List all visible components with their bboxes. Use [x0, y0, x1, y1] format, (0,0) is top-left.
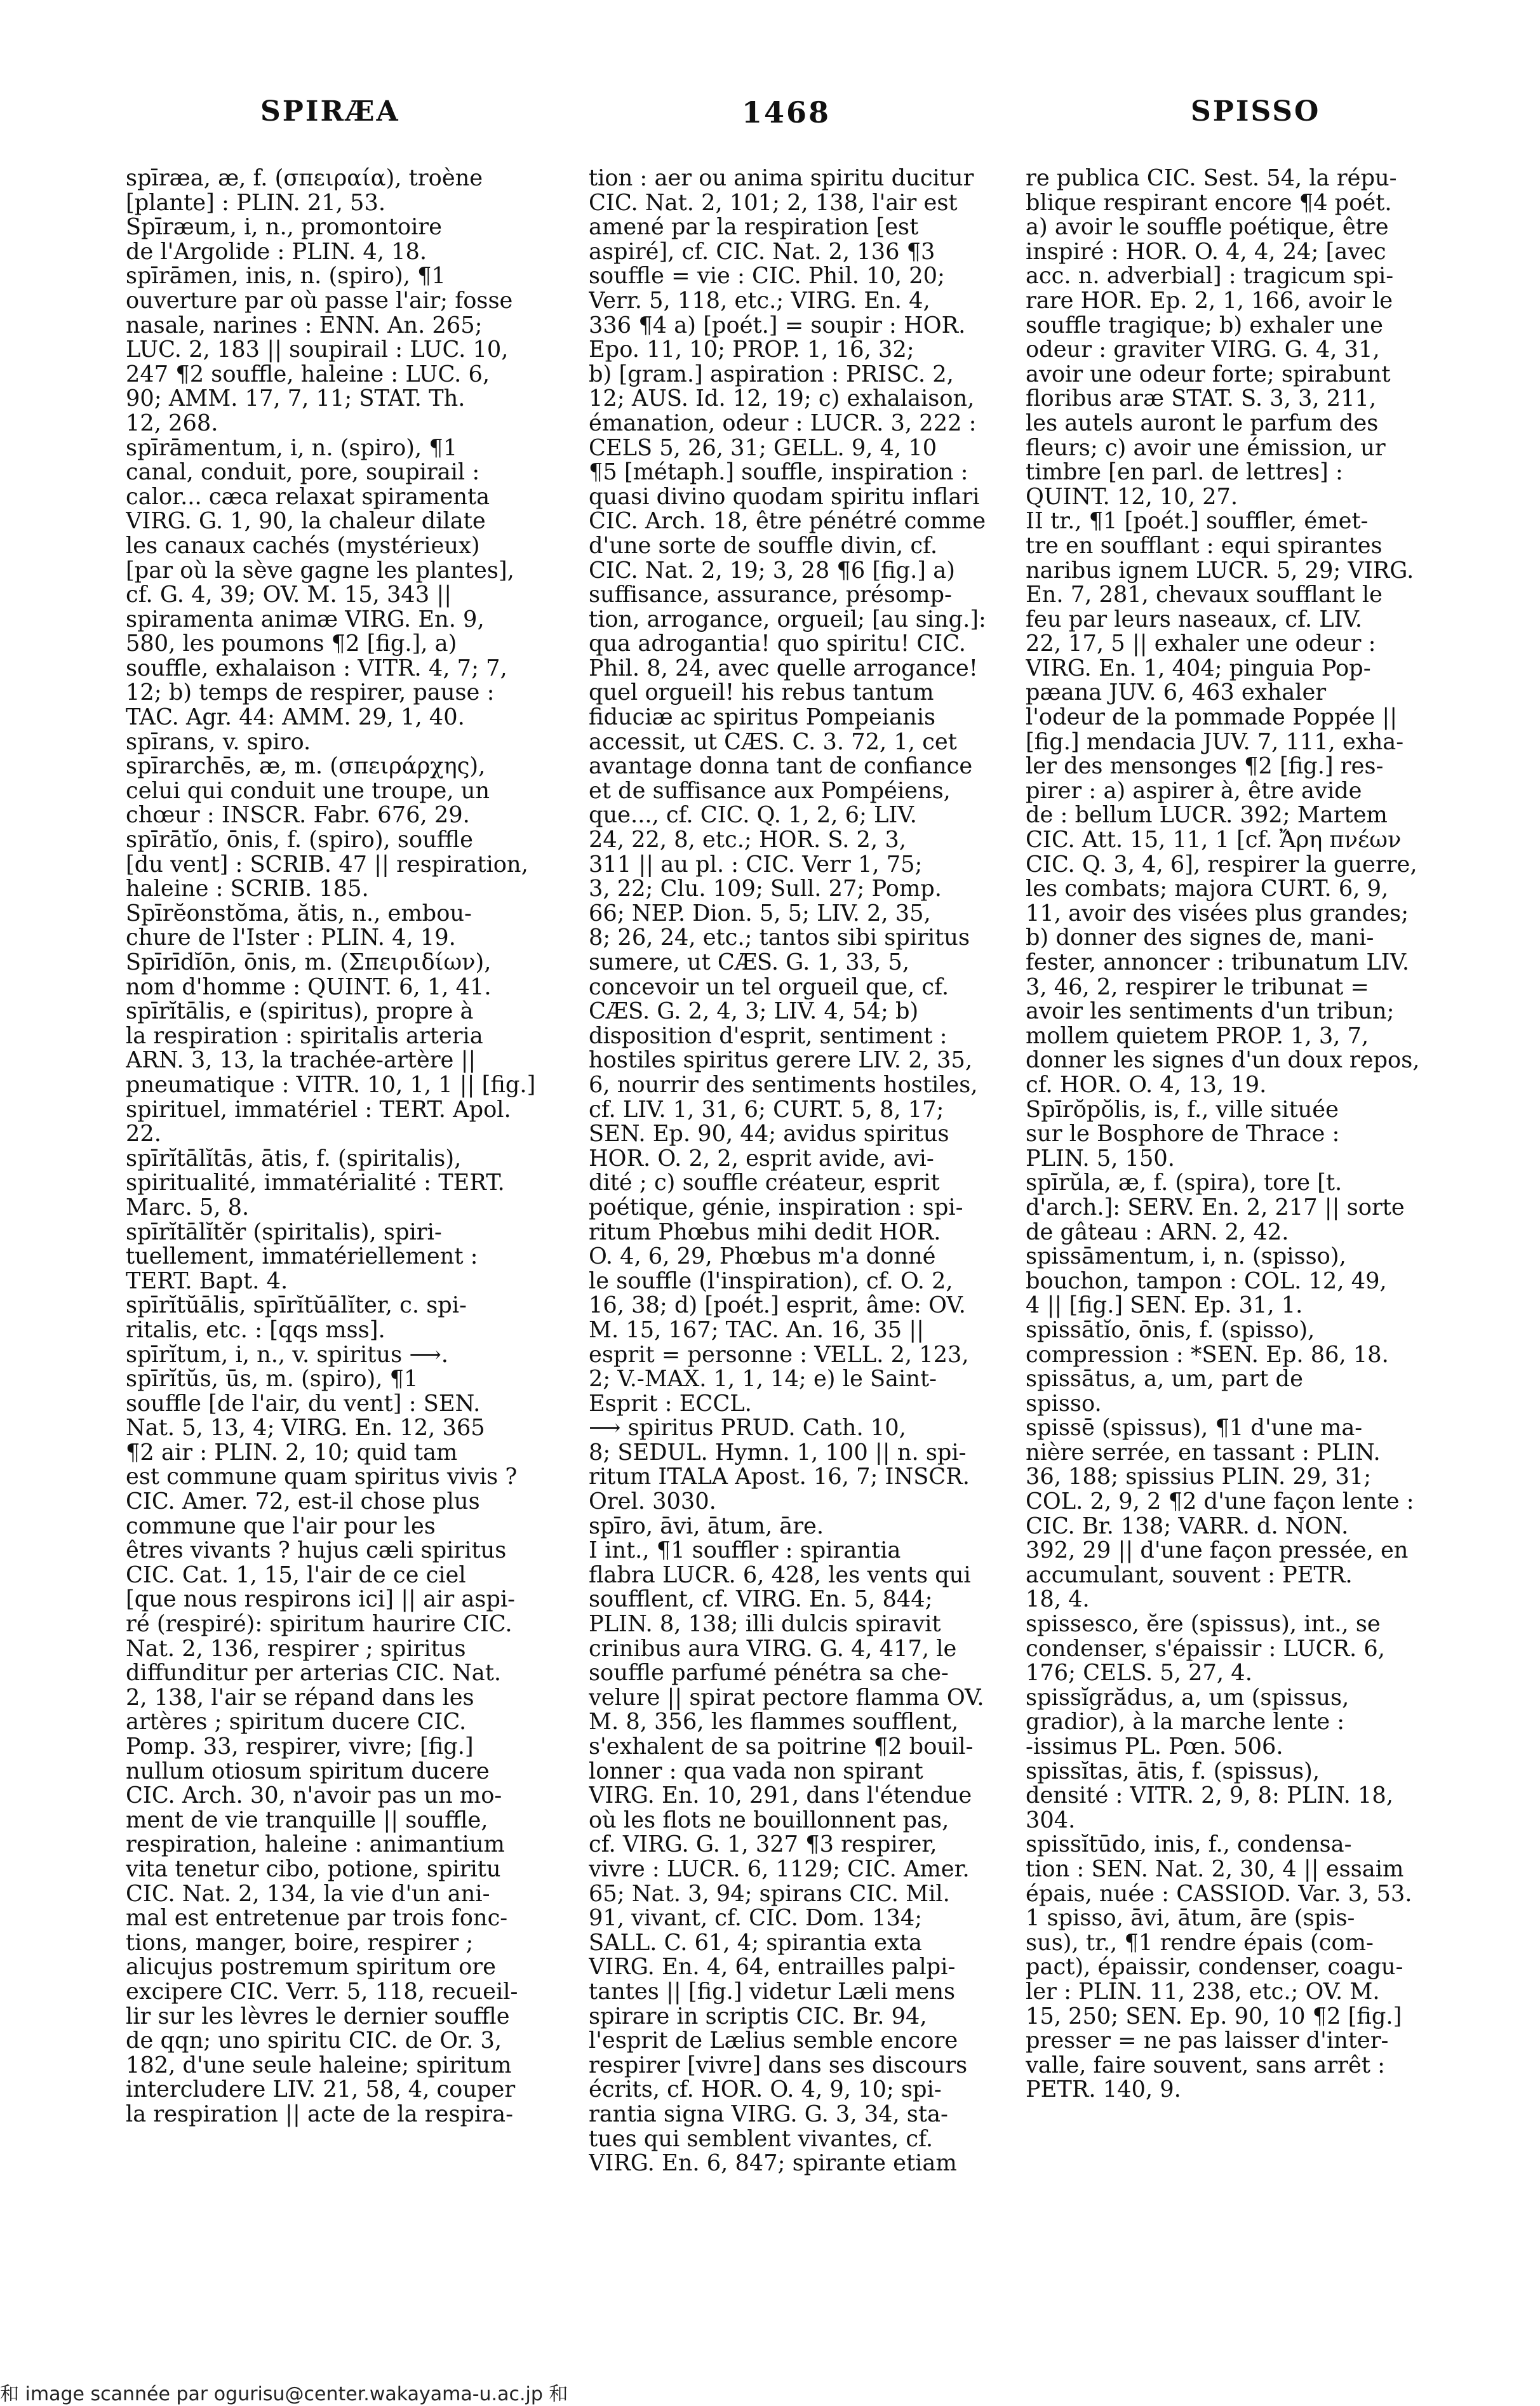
entry-line: vivre : LUCR. 6, 1129; CIC. Amer.: [589, 1857, 970, 1882]
entry-line: spiritualité, immatérialité : TERT.: [126, 1171, 505, 1196]
entry-line: 24, 22, 8, etc.; HOR. S. 2, 3,: [589, 828, 906, 853]
entry-line: Orel. 3030.: [589, 1490, 716, 1514]
entry-line: [par où la sève gagne les plantes],: [126, 558, 514, 584]
entry-line: sus), tr., ¶1 rendre épais (com-: [1026, 1930, 1374, 1956]
entry-line: 336 ¶4 a) [poét.] = soupir : HOR.: [589, 313, 966, 338]
entry-line: donner les signes d'un doux repos,: [1026, 1048, 1420, 1073]
entry-line: naribus ignem LUCR. 5, 29; VIRG.: [1026, 558, 1414, 584]
entry-line: En. 7, 281, chevaux soufflant le: [1026, 583, 1383, 608]
entry-line: Spīrŏpŏlis, is, f., ville située: [1026, 1097, 1339, 1123]
entry-line: 3, 46, 2, respirer le tribunat =: [1026, 975, 1369, 1000]
entry-line: a) avoir le souffle poétique, être: [1026, 215, 1389, 240]
entry-line: pæana JUV. 6, 463 exhaler: [1026, 681, 1327, 706]
entry-line: la respiration || acte de la respira-: [126, 2102, 513, 2127]
entry-line: CIC. Q. 3, 4, 6], respirer la guerre,: [1026, 852, 1417, 878]
entry-line: le souffle (l'inspiration), cf. O. 2,: [589, 1269, 953, 1294]
entry-line: ler : PLIN. 11, 238, etc.; OV. M.: [1026, 1979, 1380, 2005]
entry-line: ouverture par où passe l'air; fosse: [126, 288, 513, 314]
entry-line: spissē (spissus), ¶1 d'une ma-: [1026, 1416, 1363, 1441]
entry-line: la respiration : spiritalis arteria: [126, 1024, 483, 1049]
entry-line: Pomp. 33, respirer, vivre; [fig.]: [126, 1735, 474, 1760]
entry-line: gradior), à la marche lente :: [1026, 1710, 1345, 1735]
entry-line: SEN. Ep. 90, 44; avidus spiritus: [589, 1122, 949, 1147]
entry-line: tues qui semblent vivantes, cf.: [589, 2127, 934, 2152]
entry-line: spīrāmentum, i, n. (spiro), ¶1: [126, 436, 458, 461]
entry-line: avantage donna tant de confiance: [589, 754, 973, 779]
entry-line: nom d'homme : QUINT. 6, 1, 41.: [126, 975, 492, 1000]
entry-line: 90; AMM. 17, 7, 11; STAT. Th.: [126, 387, 465, 411]
entry-line: que..., cf. CIC. Q. 1, 2, 6; LIV.: [589, 803, 917, 829]
entry-line: haleine : SCRIB. 185.: [126, 877, 369, 902]
entry-line: spissātĭo, ōnis, f. (spisso),: [1026, 1318, 1315, 1343]
entry-line: Nat. 2, 136, respirer ; spiritus: [126, 1636, 466, 1662]
entry-line: CIC. Br. 138; VARR. d. NON.: [1026, 1514, 1349, 1539]
entry-line: spīro, āvi, ātum, āre.: [589, 1514, 824, 1539]
entry-line: 11, avoir des visées plus grandes;: [1026, 901, 1409, 926]
entry-line: odeur : graviter VIRG. G. 4, 31,: [1026, 338, 1380, 363]
entry-line: souffle parfumé pénétra sa che-: [589, 1661, 949, 1686]
entry-line: 18, 4.: [1026, 1587, 1090, 1613]
running-head-right: SPISSO: [1191, 95, 1321, 128]
entry-line: 4 || [fig.] SEN. Ep. 31, 1.: [1026, 1293, 1303, 1318]
entry-line: 22, 17, 5 || exhaler une odeur :: [1026, 632, 1376, 657]
entry-line: sumere, ut CÆS. G. 1, 33, 5,: [589, 951, 909, 975]
entry-line: 2; V.-MAX. 1, 1, 14; e) le Saint-: [589, 1367, 937, 1392]
entry-line: esprit = personne : VELL. 2, 123,: [589, 1342, 969, 1368]
entry-line: 65; Nat. 3, 94; spirans CIC. Mil.: [589, 1881, 950, 1907]
entry-line: [du vent] : SCRIB. 47 || respiration,: [126, 852, 528, 878]
entry-line: artères ; spiritum ducere CIC.: [126, 1710, 467, 1735]
entry-line: chure de l'Ister : PLIN. 4, 19.: [126, 926, 456, 951]
entry-line: spissāmentum, i, n. (spisso),: [1026, 1245, 1346, 1269]
entry-line: 12; AUS. Id. 12, 19; c) exhalaison,: [589, 387, 975, 411]
entry-line: l'odeur de la pommade Poppée ||: [1026, 705, 1398, 730]
entry-line: pirer : a) aspirer à, être avide: [1026, 779, 1362, 804]
entry-line: M. 8, 356, les flammes soufflent,: [589, 1710, 959, 1735]
entry-line: timbre [en parl. de lettres] :: [1026, 460, 1343, 485]
entry-line: celui qui conduit une troupe, un: [126, 779, 490, 804]
entry-line: concevoir un tel orgueil que, cf.: [589, 975, 949, 1000]
scan-credit-footer: 和 image scannée par ogurisu@center.wakayama-u.ac.jp 和: [0, 2383, 568, 2405]
entry-line: commune que l'air pour les: [126, 1514, 436, 1539]
entry-line: quasi divino quodam spiritu inflari: [589, 485, 980, 510]
entry-line: VIRG. G. 1, 90, la chaleur dilate: [126, 509, 486, 534]
entry-line: Esprit : ECCL.: [589, 1391, 752, 1417]
entry-line: suffisance, assurance, présomp-: [589, 583, 952, 608]
entry-line: II tr., ¶1 [poét.] souffler, émet-: [1026, 509, 1369, 534]
dictionary-column-1: [126, 166, 558, 2127]
entry-line: CIC. Cat. 1, 15, l'air de ce ciel: [126, 1563, 466, 1588]
entry-line: ritum Phœbus mihi dedit HOR.: [589, 1220, 941, 1245]
entry-line: lir sur les lèvres le dernier souffle: [126, 2004, 510, 2029]
entry-line: spīrĭtum, i, n., v. spiritus ⟶.: [126, 1342, 448, 1368]
entry-line: CIC. Nat. 2, 101; 2, 138, l'air est: [589, 190, 958, 216]
entry-line: rantia signa VIRG. G. 3, 34, sta-: [589, 2102, 948, 2127]
entry-line: VIRG. En. 10, 291, dans l'étendue: [589, 1784, 972, 1808]
entry-line: compression : *SEN. Ep. 86, 18.: [1026, 1342, 1389, 1368]
entry-line: 15, 250; SEN. Ep. 90, 10 ¶2 [fig.]: [1026, 2004, 1402, 2029]
entry-line: écrits, cf. HOR. O. 4, 9, 10; spi-: [589, 2078, 942, 2102]
entry-line: 176; CELS. 5, 27, 4.: [1026, 1661, 1252, 1686]
running-head-left: SPIRÆA: [260, 95, 400, 128]
entry-line: soufflent, cf. VIRG. En. 5, 844;: [589, 1587, 933, 1613]
entry-line: 3, 22; Clu. 109; Sull. 27; Pomp.: [589, 877, 942, 902]
entry-line: avoir une odeur forte; spirabunt: [1026, 362, 1391, 387]
entry-line: 12; b) temps de respirer, pause :: [126, 681, 495, 706]
entry-line: spīrāmen, inis, n. (spiro), ¶1: [126, 264, 446, 289]
entry-line: qua adrogantia! quo spiritu! CIC.: [589, 632, 966, 657]
entry-line: spissĭtas, ātis, f. (spissus),: [1026, 1759, 1320, 1784]
entry-line: bouchon, tampon : COL. 12, 49,: [1026, 1269, 1387, 1294]
entry-line: fiduciæ ac spiritus Pompeianis: [589, 705, 936, 730]
entry-line: O. 4, 6, 29, Phœbus m'a donné: [589, 1245, 936, 1269]
entry-line: 8; 26, 24, etc.; tantos sibi spiritus: [589, 926, 970, 951]
entry-line: aspiré], cf. CIC. Nat. 2, 136 ¶3: [589, 239, 935, 265]
entry-line: presser = ne pas laisser d'inter-: [1026, 2029, 1389, 2054]
entry-line: M. 15, 167; TAC. An. 16, 35 ||: [589, 1318, 925, 1343]
entry-line: TERT. Bapt. 4.: [126, 1269, 288, 1294]
entry-line: 580, les poumons ¶2 [fig.], a): [126, 632, 457, 657]
entry-line: chœur : INSCR. Fabr. 676, 29.: [126, 803, 470, 829]
entry-line: spirituel, immatériel : TERT. Apol.: [126, 1097, 511, 1123]
entry-line: flabra LUCR. 6, 428, les vents qui: [589, 1563, 971, 1588]
entry-line: ¶5 [métaph.] souffle, inspiration :: [589, 460, 968, 485]
entry-line: tre en soufflant : equi spirantes: [1026, 533, 1383, 559]
entry-line: crinibus aura VIRG. G. 4, 417, le: [589, 1636, 957, 1662]
entry-line: ment de vie tranquille || souffle,: [126, 1808, 488, 1833]
entry-line: spiramenta animæ VIRG. En. 9,: [126, 607, 485, 632]
entry-line: 1 spisso, āvi, ātum, āre (spis-: [1026, 1906, 1355, 1931]
entry-line: spīrŭla, æ, f. (spira), tore [t.: [1026, 1171, 1342, 1196]
entry-line: 247 ¶2 souffle, haleine : LUC. 6,: [126, 362, 490, 387]
entry-line: avoir les sentiments d'un tribun;: [1026, 999, 1395, 1024]
entry-line: b) [gram.] aspiration : PRISC. 2,: [589, 362, 954, 387]
entry-line: Phil. 8, 24, avec quelle arrogance!: [589, 656, 978, 681]
entry-line: I int., ¶1 souffler : spirantia: [589, 1539, 901, 1563]
entry-line: CELS 5, 26, 31; GELL. 9, 4, 10: [589, 436, 937, 461]
entry-line: où les flots ne bouillonnent pas,: [589, 1808, 949, 1833]
dictionary-column-2: [589, 166, 1021, 2176]
entry-line: TAC. Agr. 44: AMM. 29, 1, 40.: [126, 705, 465, 730]
entry-line: alicujus postremum spiritum ore: [126, 1955, 496, 1980]
entry-line: spissesco, ĕre (spissus), int., se: [1026, 1612, 1381, 1637]
entry-line: ARN. 3, 13, la trachée-artère ||: [126, 1048, 476, 1073]
entry-line: [plante] : PLIN. 21, 53.: [126, 190, 386, 216]
entry-line: est commune quam spiritus vivis ?: [126, 1465, 518, 1490]
entry-line: mollem quietem PROP. 1, 3, 7,: [1026, 1024, 1369, 1049]
entry-line: rare HOR. Ep. 2, 1, 166, avoir le: [1026, 288, 1393, 314]
entry-line: lonner : qua vada non spirant: [589, 1759, 923, 1784]
entry-line: valle, faire souvent, sans arrêt :: [1026, 2053, 1385, 2078]
entry-line: densité : VITR. 2, 9, 8: PLIN. 18,: [1026, 1784, 1393, 1808]
entry-line: acc. n. adverbial] : tragicum spi-: [1026, 264, 1394, 289]
entry-line: respirer [vivre] dans ses discours: [589, 2053, 968, 2078]
entry-line: pneumatique : VITR. 10, 1, 1 || [fig.]: [126, 1073, 536, 1098]
entry-line: velure || spirat pectore flamma OV.: [589, 1685, 984, 1711]
entry-line: Verr. 5, 118, etc.; VIRG. En. 4,: [589, 288, 930, 314]
entry-line: spīrĭtŭs, ūs, m. (spiro), ¶1: [126, 1367, 418, 1392]
entry-line: cf. G. 4, 39; OV. M. 15, 343 ||: [126, 583, 452, 608]
entry-line: Marc. 5, 8.: [126, 1195, 250, 1220]
entry-line: les combats; majora CURT. 6, 9,: [1026, 877, 1389, 902]
entry-line: hostiles spiritus gerere LIV. 2, 35,: [589, 1048, 973, 1073]
entry-line: disposition d'esprit, sentiment :: [589, 1024, 947, 1049]
entry-line: CIC. Arch. 30, n'avoir pas un mo-: [126, 1784, 502, 1808]
entry-line: PLIN. 8, 138; illi dulcis spiravit: [589, 1612, 941, 1637]
entry-line: 6, nourrir des sentiments hostiles,: [589, 1073, 978, 1098]
entry-line: respiration, haleine : animantium: [126, 1833, 505, 1857]
entry-line: HOR. O. 2, 2, esprit avide, avi-: [589, 1146, 934, 1172]
entry-line: 311 || au pl. : CIC. Verr 1, 75;: [589, 852, 923, 878]
entry-line: excipere CIC. Verr. 5, 118, recueil-: [126, 1979, 518, 2005]
entry-line: ré (respiré): spiritum haurire CIC.: [126, 1612, 512, 1637]
entry-line: floribus aræ STAT. S. 3, 3, 211,: [1026, 387, 1377, 411]
entry-line: Nat. 5, 13, 4; VIRG. En. 12, 365: [126, 1416, 485, 1441]
entry-line: condenser, s'épaissir : LUCR. 6,: [1026, 1636, 1385, 1662]
entry-line: intercludere LIV. 21, 58, 4, couper: [126, 2078, 516, 2102]
entry-line: Spīræum, i, n., promontoire: [126, 215, 442, 240]
entry-line: ler des mensonges ¶2 [fig.] res-: [1026, 754, 1384, 779]
entry-line: CIC. Arch. 18, être pénétré comme: [589, 509, 986, 534]
entry-line: calor... cæca relaxat spiramenta: [126, 485, 490, 510]
entry-line: d'une sorte de souffle divin, cf.: [589, 533, 938, 559]
entry-line: VIRG. En. 4, 64, entrailles palpi-: [589, 1955, 956, 1980]
entry-line: cf. HOR. O. 4, 13, 19.: [1026, 1073, 1267, 1098]
entry-line: spīrĭtālĭtĕr (spiritalis), spiri-: [126, 1220, 442, 1245]
entry-line: spīrātĭo, ōnis, f. (spiro), souffle: [126, 828, 473, 853]
entry-line: -issimus PL. Pœn. 506.: [1026, 1735, 1283, 1760]
entry-line: CIC. Amer. 72, est-il chose plus: [126, 1490, 480, 1514]
entry-line: spissĭgrădus, a, um (spissus,: [1026, 1685, 1349, 1711]
entry-line: spīrarchēs, æ, m. (σπειράρχης),: [126, 754, 486, 779]
entry-line: pact), épaissir, condenser, coagu-: [1026, 1955, 1403, 1980]
entry-line: 22.: [126, 1122, 161, 1147]
entry-line: tantes || [fig.] videtur Læli mens: [589, 1979, 956, 2005]
entry-line: 36, 188; spissius PLIN. 29, 31;: [1026, 1465, 1372, 1490]
entry-line: ⟶ spiritus PRUD. Cath. 10,: [589, 1416, 906, 1441]
entry-line: poétique, génie, inspiration : spi-: [589, 1195, 963, 1220]
entry-line: l'esprit de Lælius semble encore: [589, 2029, 958, 2054]
entry-line: CIC. Nat. 2, 19; 3, 28 ¶6 [fig.] a): [589, 558, 955, 584]
entry-line: mal est entretenue par trois fonc-: [126, 1906, 508, 1931]
entry-line: COL. 2, 9, 2 ¶2 d'une façon lente :: [1026, 1490, 1414, 1514]
entry-line: fester, annoncer : tribunatum LIV.: [1026, 951, 1410, 975]
entry-line: re publica CIC. Sest. 54, la répu-: [1026, 166, 1397, 191]
entry-line: QUINT. 12, 10, 27.: [1026, 485, 1238, 510]
entry-line: blique respirant encore ¶4 poét.: [1026, 190, 1392, 216]
entry-line: les autels auront le parfum des: [1026, 411, 1379, 436]
entry-line: sur le Bosphore de Thrace :: [1026, 1122, 1340, 1147]
entry-line: Spīrĕonstŏma, ătis, n., embou-: [126, 901, 472, 926]
entry-line: CIC. Att. 15, 11, 1 [cf. Ἄρη πνέων: [1026, 828, 1402, 853]
entry-line: accessit, ut CÆS. C. 3. 72, 1, cet: [589, 730, 957, 755]
entry-line: [que nous respirons ici] || air aspi-: [126, 1587, 516, 1613]
entry-line: spissĭtūdo, inis, f., condensa-: [1026, 1833, 1352, 1857]
entry-line: cf. LIV. 1, 31, 6; CURT. 5, 8, 17;: [589, 1097, 944, 1123]
entry-line: accumulant, souvent : PETR.: [1026, 1563, 1353, 1588]
entry-line: spissātus, a, um, part de: [1026, 1367, 1303, 1392]
entry-line: 66; NEP. Dion. 5, 5; LIV. 2, 35,: [589, 901, 931, 926]
entry-line: s'exhalent de sa poitrine ¶2 bouil-: [589, 1735, 974, 1760]
entry-line: nière serrée, en tassant : PLIN.: [1026, 1440, 1381, 1466]
entry-line: 304.: [1026, 1808, 1076, 1833]
entry-line: 16, 38; d) [poét.] esprit, âme: OV.: [589, 1293, 966, 1318]
entry-line: spīræa, æ, f. (σπειραία), troène: [126, 166, 483, 191]
entry-line: émanation, odeur : LUCR. 3, 222 :: [589, 411, 977, 436]
entry-line: souffle, exhalaison : VITR. 4, 7; 7,: [126, 656, 507, 681]
entry-line: souffle = vie : CIC. Phil. 10, 20;: [589, 264, 945, 289]
entry-line: PLIN. 5, 150.: [1026, 1146, 1175, 1172]
entry-line: spīrĭtālĭtās, ātis, f. (spiritalis),: [126, 1146, 462, 1172]
entry-line: 91, vivant, cf. CIC. Dom. 134;: [589, 1906, 923, 1931]
entry-line: CIC. Nat. 2, 134, la vie d'un ani-: [126, 1881, 490, 1907]
entry-line: PETR. 140, 9.: [1026, 2078, 1181, 2102]
entry-line: nullum otiosum spiritum ducere: [126, 1759, 490, 1784]
entry-line: tion : SEN. Nat. 2, 30, 4 || essaim: [1026, 1857, 1404, 1882]
entry-line: CÆS. G. 2, 4, 3; LIV. 4, 54; b): [589, 999, 919, 1024]
entry-line: feu par leurs naseaux, cf. LIV.: [1026, 607, 1362, 632]
entry-line: ritum ITALA Apost. 16, 7; INSCR.: [589, 1465, 970, 1490]
entry-line: d'arch.]: SERV. En. 2, 217 || sorte: [1026, 1195, 1405, 1220]
entry-line: vita tenetur cibo, potione, spiritu: [126, 1857, 501, 1882]
entry-line: tion : aer ou anima spiritu ducitur: [589, 166, 974, 191]
entry-line: tion, arrogance, orgueil; [au sing.]:: [589, 607, 986, 632]
dictionary-column-3: [1026, 166, 1457, 2102]
entry-line: b) donner des signes de, mani-: [1026, 926, 1374, 951]
entry-line: quel orgueil! his rebus tantum: [589, 681, 934, 706]
entry-line: de qqn; uno spiritu CIC. de Or. 3,: [126, 2029, 502, 2054]
entry-line: les canaux cachés (mystérieux): [126, 533, 480, 559]
entry-line: nasale, narines : ENN. An. 265;: [126, 313, 483, 338]
page-number: 1468: [742, 95, 831, 130]
entry-line: 12, 268.: [126, 411, 218, 436]
entry-line: 2, 138, l'air se répand dans les: [126, 1685, 474, 1711]
entry-line: cf. VIRG. G. 1, 327 ¶3 respirer,: [589, 1833, 937, 1857]
entry-line: [fig.] mendacia JUV. 7, 111, exha-: [1026, 730, 1404, 755]
entry-line: VIRG. En. 6, 847; spirante etiam: [589, 2151, 957, 2176]
entry-line: spīrĭtālis, e (spiritus), propre à: [126, 999, 474, 1024]
entry-line: et de suffisance aux Pompéiens,: [589, 779, 951, 804]
entry-line: souffle tragique; b) exhaler une: [1026, 313, 1383, 338]
entry-line: diffunditur per arterias CIC. Nat.: [126, 1661, 502, 1686]
entry-line: spīrĭtŭālis, spīrĭtŭālĭter, c. spi-: [126, 1293, 467, 1318]
entry-line: canal, conduit, pore, soupirail :: [126, 460, 480, 485]
entry-line: de : bellum LUCR. 392; Martem: [1026, 803, 1388, 829]
entry-line: tions, manger, boire, respirer ;: [126, 1930, 474, 1956]
entry-line: SALL. C. 61, 4; spirantia exta: [589, 1930, 922, 1956]
entry-line: 8; SEDUL. Hymn. 1, 100 || n. spi-: [589, 1440, 967, 1466]
entry-line: de l'Argolide : PLIN. 4, 18.: [126, 239, 427, 265]
entry-line: LUC. 2, 183 || soupirail : LUC. 10,: [126, 338, 509, 363]
entry-line: spisso.: [1026, 1391, 1102, 1417]
entry-line: Spīrīdĭōn, ōnis, m. (Σπειριδίων),: [126, 951, 492, 975]
entry-line: ¶2 air : PLIN. 2, 10; quid tam: [126, 1440, 458, 1466]
entry-line: souffle [de l'air, du vent] : SEN.: [126, 1391, 481, 1417]
entry-line: ritalis, etc. : [qqs mss].: [126, 1318, 385, 1343]
entry-line: 182, d'une seule haleine; spiritum: [126, 2053, 512, 2078]
entry-line: épais, nuée : CASSIOD. Var. 3, 53.: [1026, 1881, 1412, 1907]
entry-line: êtres vivants ? hujus cæli spiritus: [126, 1539, 507, 1563]
entry-line: spirare in scriptis CIC. Br. 94,: [589, 2004, 927, 2029]
entry-line: Epo. 11, 10; PROP. 1, 16, 32;: [589, 338, 914, 363]
entry-line: de gâteau : ARN. 2, 42.: [1026, 1220, 1289, 1245]
entry-line: dité ; c) souffle créateur, esprit: [589, 1171, 940, 1196]
entry-line: fleurs; c) avoir une émission, ur: [1026, 436, 1386, 461]
entry-line: spīrans, v. spiro.: [126, 730, 311, 755]
entry-line: inspiré : HOR. O. 4, 4, 24; [avec: [1026, 239, 1386, 265]
entry-line: 392, 29 || d'une façon pressée, en: [1026, 1539, 1409, 1563]
entry-line: tuellement, immatériellement :: [126, 1245, 478, 1269]
entry-line: amené par la respiration [est: [589, 215, 919, 240]
entry-line: VIRG. En. 1, 404; pinguia Pop-: [1026, 656, 1371, 681]
